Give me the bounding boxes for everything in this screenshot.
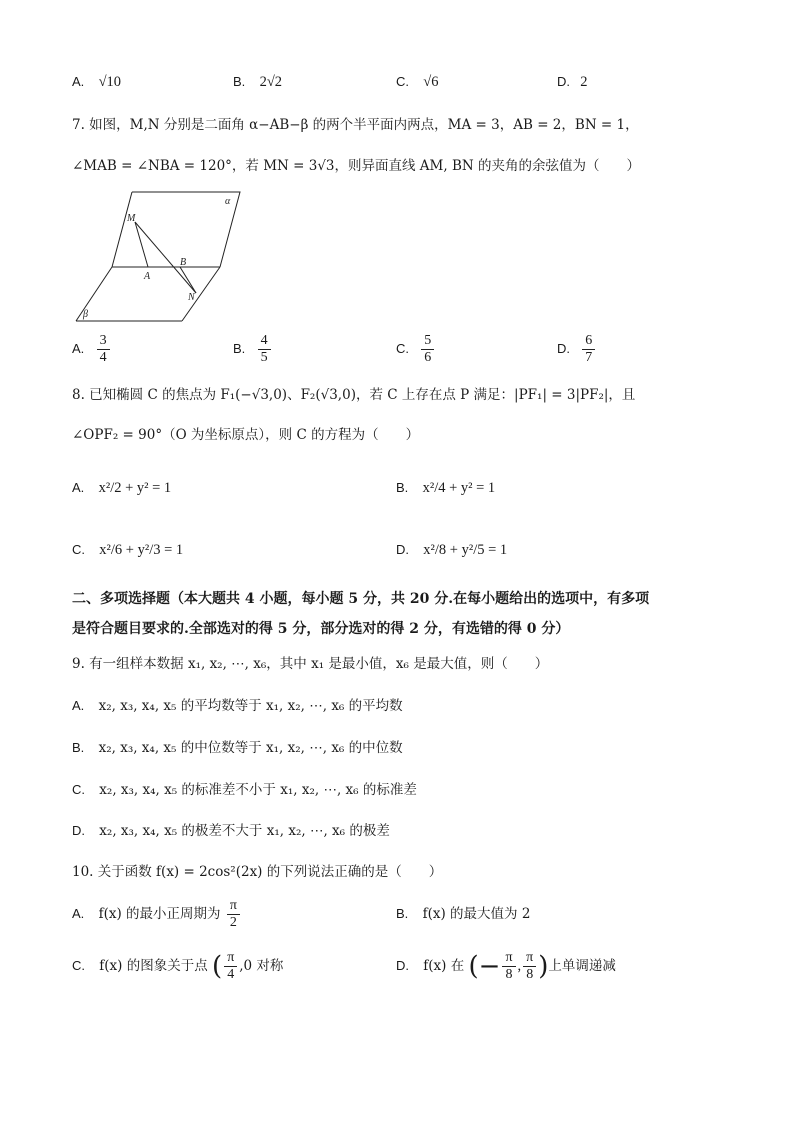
label-b: B	[180, 257, 187, 268]
q9-option-c-text: x₂, x₃, x₄, x₅ 的标准差不小于 x₁, x₂, ⋯, x₆ 的标准差	[99, 782, 417, 798]
q10-option-a: A. f(x) 的最小正周期为 $\frac{\pi}{2}$	[72, 898, 242, 931]
q7-option-d: D. $\frac{6}{7}$	[557, 333, 597, 366]
q10-option-b: B. f(x) 的最大值为 2	[396, 906, 531, 922]
q8-option-b: B. x²/4 + y² = 1	[396, 480, 496, 496]
q6-option-d: D. 2	[557, 74, 588, 90]
q8-option-d-value: x²/8 + y²/5 = 1	[423, 542, 508, 558]
q9-option-b: B. x₂, x₃, x₄, x₅ 的中位数等于 x₁, x₂, ⋯, x₆ 的中位数	[72, 740, 403, 756]
q7-option-c-fraction: $\frac{5}{6}$	[421, 333, 434, 366]
q6-option-c-value: √6	[423, 74, 439, 90]
q7-stem-line2: ∠MAB = ∠NBA = 120°，若 MN = 3√3，则异面直线 AM, BN 的夹角的余弦值为（ ）	[72, 158, 640, 174]
q9-stem: 9. 有一组样本数据 x₁, x₂, ⋯, x₆，其中 x₁ 是最小值，x₆ 是最大值，则（ ）	[72, 656, 549, 672]
q8-stem-line2: ∠OPF₂ = 90°（O 为坐标原点），则 C 的方程为（ ）	[72, 427, 420, 443]
q9-option-d: D. x₂, x₃, x₄, x₅ 的极差不大于 x₁, x₂, ⋯, x₆ 的极差	[72, 823, 390, 839]
q7-option-c: C. $\frac{5}{6}$	[396, 333, 436, 366]
q8-option-a: A. x²/2 + y² = 1	[72, 480, 172, 496]
q7-option-d-fraction: $\frac{6}{7}$	[582, 333, 595, 366]
q6-option-c: C. √6	[396, 74, 439, 90]
q6-option-b: B. 2√2	[233, 74, 283, 90]
section-2-heading-line2: 是符合题目要求的.全部选对的得 5 分，部分选对的得 2 分，有选错的得 0 分）	[72, 621, 570, 637]
q7-stem-line1: 7. 如图，M,N 分别是二面角 α−AB−β 的两个半平面内两点，MA = 3，AB = 2，BN = 1，	[72, 117, 639, 133]
q9-option-c: C. x₂, x₃, x₄, x₅ 的标准差不小于 x₁, x₂, ⋯, x₆ 的标准差	[72, 782, 417, 798]
q7-option-b: B. $\frac{4}{5}$	[233, 333, 273, 366]
q7-option-a-fraction: $\frac{3}{4}$	[97, 333, 110, 366]
q8-stem-line1: 8. 已知椭圆 C 的焦点为 F₁(−√3,0)、F₂(√3,0)，若 C 上存在点 P 满足：|PF₁| = 3|PF₂|，且	[72, 387, 636, 403]
q10-option-b-text: f(x) 的最大值为 2	[422, 906, 531, 922]
section-2-heading-line1: 二、多项选择题（本大题共 4 小题，每小题 5 分，共 20 分.在每小题给出的选项中，有多项	[72, 591, 650, 607]
q9-option-b-text: x₂, x₃, x₄, x₅ 的中位数等于 x₁, x₂, ⋯, x₆ 的中位数	[98, 740, 403, 756]
q10-option-a-fraction: $\frac{\pi}{2}$	[227, 898, 240, 931]
q7-option-b-fraction: $\frac{4}{5}$	[258, 333, 271, 366]
q10-option-d-fraction-left: $\frac{\pi}{8}$	[502, 950, 515, 983]
q9-option-d-text: x₂, x₃, x₄, x₅ 的极差不大于 x₁, x₂, ⋯, x₆ 的极差	[99, 823, 390, 839]
q10-option-c: C. f(x) 的图象关于点 ( $\frac{\pi}{4}$ ,0 对称	[72, 950, 284, 982]
q6-option-b-value: 2√2	[259, 74, 283, 90]
q6-option-a-value: √10	[98, 74, 122, 90]
q10-option-d-fraction-right: $\frac{\pi}{8}$	[523, 950, 536, 983]
q8-option-b-value: x²/4 + y² = 1	[422, 480, 496, 496]
q10-option-d: D. f(x) 在 (− $\frac{\pi}{8}$ , $\frac{\pi}{8}$ )上单调递减	[396, 950, 616, 982]
q10-stem: 10. 关于函数 f(x) = 2cos²(2x) 的下列说法正确的是（ ）	[72, 864, 443, 880]
label-m: M	[127, 213, 136, 224]
label-a: A	[144, 271, 151, 282]
q10-option-c-fraction: $\frac{\pi}{4}$	[224, 950, 237, 983]
q6-option-a: A. √10	[72, 74, 122, 90]
q6-option-d-value: 2	[580, 74, 588, 90]
q9-option-a: A. x₂, x₃, x₄, x₅ 的平均数等于 x₁, x₂, ⋯, x₆ 的平均数	[72, 698, 403, 714]
q8-option-c: C. x²/6 + y²/3 = 1	[72, 542, 184, 558]
label-alpha: α	[225, 196, 231, 207]
q7-option-a: A. $\frac{3}{4}$	[72, 333, 112, 366]
q8-option-a-value: x²/2 + y² = 1	[98, 480, 172, 496]
dihedral-angle-figure	[70, 190, 260, 326]
q8-option-c-value: x²/6 + y²/3 = 1	[99, 542, 184, 558]
q9-option-a-text: x₂, x₃, x₄, x₅ 的平均数等于 x₁, x₂, ⋯, x₆ 的平均数	[98, 698, 403, 714]
q8-option-d: D. x²/8 + y²/5 = 1	[396, 542, 508, 558]
label-beta: β	[83, 309, 88, 320]
label-n: N	[188, 292, 195, 303]
